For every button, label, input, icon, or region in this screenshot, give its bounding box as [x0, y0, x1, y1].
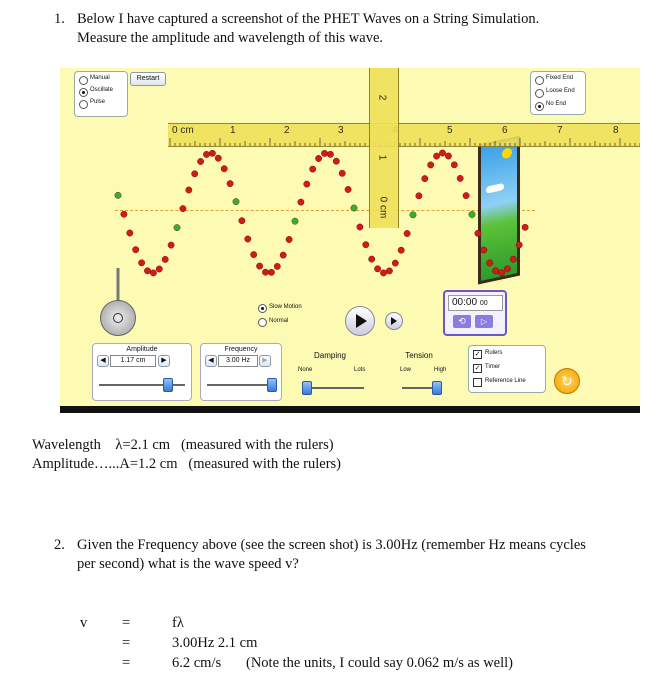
- q2-line1: Given the Frequency above (see the screen shot) is 3.00Hz (remember Hz means cycles: [77, 537, 586, 553]
- string-bead: [262, 269, 268, 275]
- speed-label-slow: Slow Motion: [269, 304, 302, 310]
- string-bead: [127, 230, 133, 236]
- string-bead: [233, 198, 239, 204]
- wavelength-label: Wavelength: [32, 437, 101, 453]
- string-bead: [197, 158, 203, 164]
- amplitude-answer-note: (measured with the rulers): [188, 456, 342, 472]
- string-bead: [445, 153, 451, 159]
- amplitude-line: [32, 455, 341, 473]
- ruler-v-tick-1: 1: [376, 154, 388, 161]
- string-bead: [398, 247, 404, 253]
- string-bead: [133, 247, 139, 253]
- frequency-decrement[interactable]: ◀: [205, 355, 217, 367]
- speed-radio-slow[interactable]: [258, 304, 267, 313]
- string-bead: [115, 192, 121, 198]
- string-bead: [433, 153, 439, 159]
- timer-checkbox[interactable]: ✓: [474, 365, 481, 372]
- string-bead: [481, 247, 487, 253]
- damping-control: [288, 343, 372, 399]
- speed-var: v: [80, 615, 88, 631]
- string-bead: [504, 266, 510, 272]
- tension-min-label: Low: [400, 367, 412, 373]
- amplitude-answer-value: A=1.2 cm: [119, 456, 178, 472]
- tension-label: Tension: [405, 351, 433, 360]
- string-bead: [369, 256, 375, 262]
- timer-reset-button[interactable]: ⟲: [453, 315, 471, 328]
- speed-radio-normal[interactable]: [258, 318, 267, 327]
- string-bead: [268, 269, 274, 275]
- string-bead: [298, 199, 304, 205]
- string-bead: [292, 218, 298, 224]
- damping-slider-knob[interactable]: [302, 381, 312, 395]
- speed-rhs3: 6.2 cm/s: [172, 655, 222, 671]
- oscillator-wheel[interactable]: [100, 300, 136, 336]
- string-bead: [227, 180, 233, 186]
- string-bead: [522, 224, 528, 230]
- string-bead: [386, 268, 392, 274]
- frequency-control: [200, 343, 282, 401]
- speed-label-normal: Normal: [269, 318, 289, 324]
- string-bead: [345, 186, 351, 192]
- string-bead: [475, 230, 481, 236]
- timer-panel[interactable]: [443, 290, 507, 336]
- frequency-slider-track[interactable]: [207, 384, 275, 386]
- end-label-none: No End: [546, 101, 567, 107]
- string-bead: [256, 263, 262, 269]
- q1-line2: Measure the amplitude and wavelength of this wave.: [77, 30, 384, 46]
- string-bead: [144, 268, 150, 274]
- string-bead: [357, 224, 363, 230]
- ruler-h-tick-5: 5: [447, 125, 453, 136]
- string-bead: [186, 187, 192, 193]
- frequency-label: Frequency: [224, 346, 258, 353]
- damping-label: Damping: [313, 351, 346, 360]
- ruler-h-tick-2: 2: [284, 125, 290, 136]
- amplitude-decrement[interactable]: ◀: [97, 355, 109, 367]
- end-label-fixed: Fixed End: [546, 75, 574, 81]
- string-bead: [374, 266, 380, 272]
- wavelength-value: λ=2.1 cm: [115, 437, 171, 453]
- rulers-checkbox[interactable]: ✓: [474, 351, 481, 358]
- string-bead: [221, 166, 227, 172]
- ruler-h-tick-0: 0 cm: [172, 125, 194, 136]
- string-bead: [351, 205, 357, 211]
- string-bead: [363, 242, 369, 248]
- tension-max-label: High: [434, 367, 447, 373]
- oscillator-hub: [113, 313, 123, 323]
- ruler-h-tick-1: 1: [230, 125, 236, 136]
- string-bead: [516, 242, 522, 248]
- ruler-h-tick-6: 6: [502, 125, 508, 136]
- string-bead: [162, 256, 168, 262]
- string-bead: [121, 211, 127, 217]
- q1-line1: Below I have captured a screenshot of the PHET Waves on a String Simulation.: [77, 11, 540, 27]
- mode-label-oscillate: Oscillate: [90, 87, 114, 93]
- restart-button[interactable]: Restart: [130, 72, 166, 86]
- frequency-value[interactable]: 3.00 Hz: [218, 355, 258, 367]
- string-bead: [410, 212, 416, 218]
- wavelength-line: [32, 436, 334, 454]
- string-bead: [209, 150, 215, 156]
- string-bead: [451, 162, 457, 168]
- ruler-v-tick-0: 0 cm: [377, 196, 389, 219]
- damping-max-label: Lots: [354, 367, 366, 373]
- string-bead: [463, 192, 469, 198]
- string-bead: [150, 270, 156, 276]
- string-bead: [457, 175, 463, 181]
- speed-eq3: =: [122, 655, 131, 671]
- q2-number: 2.: [54, 537, 65, 553]
- string-bead: [215, 155, 221, 161]
- q1-number: 1.: [54, 11, 65, 27]
- step-icon: [391, 317, 397, 325]
- tension-slider-knob[interactable]: [432, 381, 442, 395]
- string-bead: [404, 230, 410, 236]
- speed-note: (Note the units, I could say 0.062 m/s as well): [246, 655, 513, 671]
- string-bead: [428, 162, 434, 168]
- ruler-h-tick-3: 3: [338, 125, 344, 136]
- wavelength-note: (measured with the rulers): [180, 437, 334, 453]
- frequency-slider-knob[interactable]: [267, 378, 277, 392]
- string-bead: [392, 260, 398, 266]
- timer-value: 00:00: [452, 297, 478, 308]
- reference-line-label: Reference Line: [485, 378, 526, 384]
- string-bead: [286, 236, 292, 242]
- string-bead: [380, 270, 386, 276]
- timer-label: Timer: [485, 364, 501, 370]
- amplitude-control: [92, 343, 192, 401]
- ruler-h-tick-7: 7: [557, 125, 563, 136]
- string-bead: [274, 263, 280, 269]
- string-bead: [510, 256, 516, 262]
- reference-line-checkbox[interactable]: [473, 378, 482, 387]
- string-bead: [416, 193, 422, 199]
- reset-all-button[interactable]: ↻: [554, 368, 580, 394]
- play-icon: [356, 314, 367, 328]
- string-bead: [321, 150, 327, 156]
- timer-fraction: 00: [479, 300, 488, 307]
- string-bead: [203, 151, 209, 157]
- mode-label-manual: Manual: [90, 75, 110, 81]
- damping-min-label: None: [298, 367, 313, 373]
- speed-eq2: =: [122, 635, 131, 651]
- string-bead: [280, 252, 286, 258]
- speed-eq1: =: [122, 615, 131, 631]
- ruler-v-tick-2: 2: [376, 94, 388, 101]
- string-bead: [138, 260, 144, 266]
- tension-control: [386, 343, 452, 399]
- string-bead: [304, 181, 310, 187]
- string-bead: [422, 175, 428, 181]
- mode-label-pulse: Pulse: [90, 99, 106, 105]
- amplitude-label: Amplitude: [126, 346, 158, 353]
- ruler-h-tick-8: 8: [613, 125, 619, 136]
- string-bead: [192, 171, 198, 177]
- timer-display: [448, 295, 503, 311]
- string-bead: [174, 224, 180, 230]
- string-bead: [251, 251, 257, 257]
- frequency-increment[interactable]: ▶: [259, 355, 271, 367]
- string-bead: [492, 268, 498, 274]
- string-bead: [156, 266, 162, 272]
- string-bead: [315, 155, 321, 161]
- speed-rhs1: fλ: [172, 615, 184, 631]
- amplitude-increment[interactable]: ▶: [158, 355, 170, 367]
- string-bead: [469, 211, 475, 217]
- rulers-label: Rulers: [485, 350, 503, 356]
- string-bead: [180, 205, 186, 211]
- string-bead: [310, 166, 316, 172]
- amplitude-slider-knob[interactable]: [163, 378, 173, 392]
- sim-bottom-bar: [60, 406, 640, 413]
- string-bead: [333, 158, 339, 164]
- amplitude-value[interactable]: 1.17 cm: [110, 355, 156, 367]
- string-bead: [245, 236, 251, 242]
- step-button[interactable]: [385, 312, 403, 330]
- string-bead: [487, 260, 493, 266]
- string-bead: [168, 242, 174, 248]
- phet-simulation: [60, 68, 640, 408]
- string-bead: [239, 218, 245, 224]
- end-label-loose: Loose End: [546, 88, 575, 94]
- string-bead: [339, 170, 345, 176]
- play-button[interactable]: [345, 306, 375, 336]
- timer-play-button[interactable]: ▷: [475, 315, 493, 328]
- string-bead: [439, 150, 445, 156]
- amplitude-answer-label: Amplitude…...: [32, 456, 120, 472]
- string-bead: [327, 151, 333, 157]
- speed-rhs2: 3.00Hz 2.1 cm: [172, 635, 258, 651]
- string-bead: [498, 270, 504, 276]
- q2-line2: per second) what is the wave speed v?: [77, 556, 299, 572]
